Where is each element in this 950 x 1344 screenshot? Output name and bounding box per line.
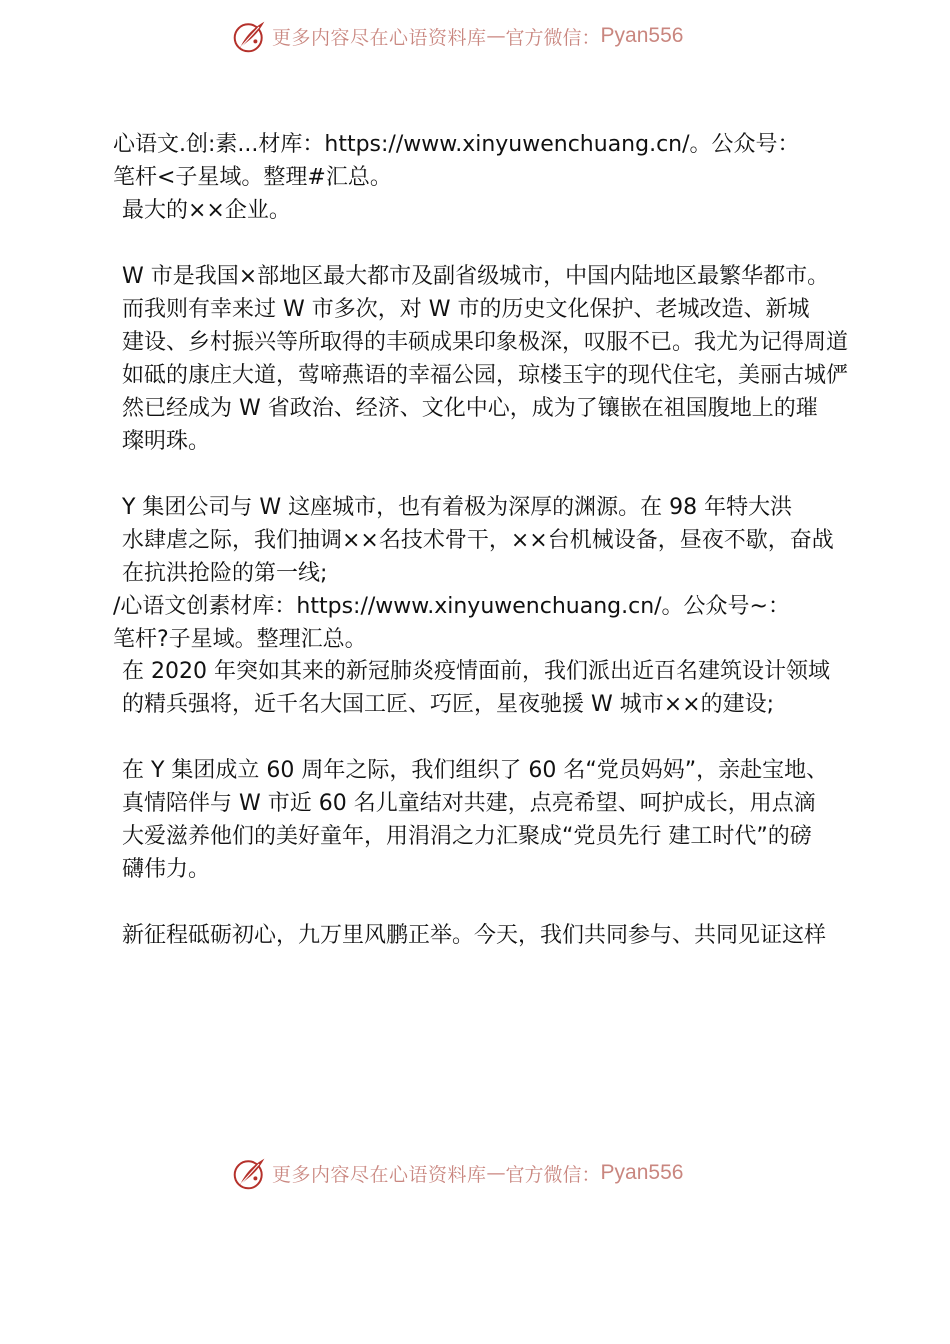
paragraph-line: 水肆虐之际，我们抽调××名技术骨干，××台机械设备，昼夜不歇，奋战 [122,528,834,553]
watermark-line: /心语文创素材库：https://www.xinyuwenchuang.cn/。公众号~： [113,594,790,619]
banner-wechat-handle: Pyan556 [600,24,684,47]
paragraph-line: 大爱滋养他们的美好童年，用涓涓之力汇聚成“党员先行 建工时代”的磅 [122,824,812,849]
watermark-line: 笔杆<子星域。整理#汇总。 [113,165,392,190]
banner-separator: — [486,1162,506,1184]
paragraph-line: 然已经成为 W 省政治、经济、文化中心，成为了镶嵌在祖国腹地上的璀 [122,396,818,421]
paragraph-line: 在 2020 年突如其来的新冠肺炎疫情面前，我们派出近百名建筑设计领域 [122,659,830,684]
paragraph-line: 建设、乡村振兴等所取得的丰硕成果印象极深，叹服不已。我尤为记得周道 [122,330,849,355]
header-banner [232,16,683,56]
paragraph-line: 新征程砥砺初心，九万里风鹏正举。今天，我们共同参与、共同见证这样 [122,923,827,948]
paragraph-line: W 市是我国×部地区最大都市及副省级城市，中国内陆地区最繁华都市。 [122,264,830,289]
paragraph-line: Y 集团公司与 W 这座城市，也有着极为深厚的渊源。在 98 年特大洪 [122,495,793,520]
banner-title: 更多内容尽在心语资料库 [272,1163,487,1186]
paragraph-line: 真情陪伴与 W 市近 60 名儿童结对共建，点亮希望、呵护成长，用点滴 [122,791,816,816]
footer-banner [232,1153,683,1193]
banner-title: 更多内容尽在心语资料库 [272,26,487,49]
paragraph-line: 在 Y 集团成立 60 周年之际，我们组织了 60 名“党员妈妈”，亲赴宝地、 [122,758,829,783]
banner-wechat-label: 官方微信： [505,1163,601,1186]
paragraph-line: 璨明珠。 [122,429,211,454]
intro-line: 最大的××企业。 [122,198,291,223]
banner-wechat-handle: Pyan556 [600,1161,684,1184]
paragraph-line: 如砥的康庄大道，莺啼燕语的幸福公园，琼楼玉宇的现代住宅，美丽古城俨 [122,363,849,388]
watermark-line: 笔杆?子星域。整理汇总。 [113,627,367,652]
paragraph-line: 在抗洪抢险的第一线; [122,561,328,586]
banner-wechat-label: 官方微信： [505,26,601,49]
paragraph-line: 的精兵强将，近千名大国工匠、巧匠，星夜驰援 W 城市××的建设; [122,692,775,717]
watermark-line: 心语文.创:素...材库：https://www.xinyuwenchuang.cn/。公众号： [113,132,800,157]
paragraph-line: 而我则有幸来过 W 市多次，对 W 市的历史文化保护、老城改造、新城 [122,297,810,322]
banner-separator: — [486,25,506,47]
paragraph-line: 礴伟力。 [122,857,211,882]
feather-quill-logo-icon [232,18,268,54]
feather-quill-logo-icon [232,1155,268,1191]
